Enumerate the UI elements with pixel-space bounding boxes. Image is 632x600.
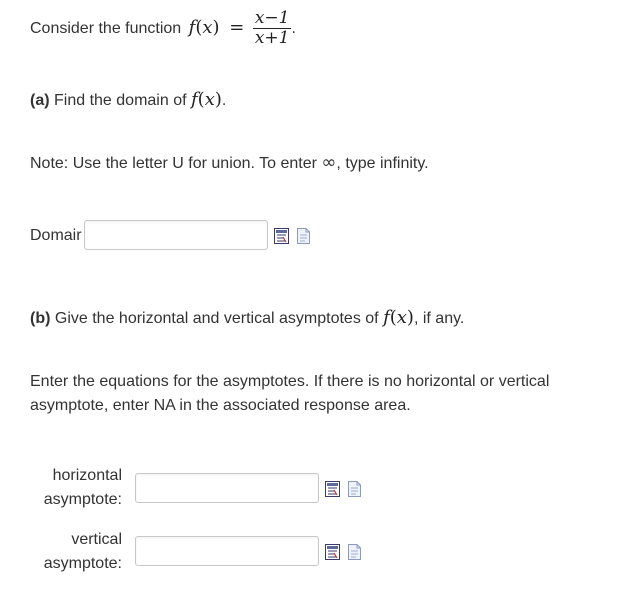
function-statement — [30, 9, 296, 47]
part-b-question — [30, 306, 464, 331]
part-a-question — [30, 88, 226, 113]
function-variable: x — [204, 89, 215, 110]
equation-editor-icon[interactable] — [325, 481, 340, 497]
function-name: f — [383, 307, 390, 328]
help-document-icon[interactable] — [347, 544, 362, 560]
fraction-numerator: x−1 — [254, 8, 290, 29]
part-b-function-notation: f(x) — [383, 307, 414, 328]
function-fraction — [253, 9, 292, 48]
part-b-label: (b) — [30, 310, 51, 327]
domain-label: Domair — [30, 227, 82, 244]
infinity-symbol: ∞ — [321, 152, 337, 173]
part-a-text: Find the domain of — [54, 92, 187, 109]
horizontal-asymptote-input-box[interactable] — [135, 473, 319, 503]
vertical-asymptote-input-box[interactable] — [135, 536, 319, 566]
fraction-denominator: x+1 — [254, 28, 290, 49]
part-b-text: Give the horizontal and vertical asymptotes of — [54, 310, 379, 327]
function-variable: x — [202, 17, 213, 38]
domain-input-box[interactable] — [84, 220, 268, 250]
help-document-icon[interactable] — [347, 481, 362, 497]
horizontal-label-line1: horizontal — [52, 467, 122, 484]
part-a-label: (a) — [30, 92, 50, 109]
part-a-period: . — [221, 92, 227, 109]
equation-editor-icon[interactable] — [274, 228, 289, 244]
instructions-text: Enter the equations for the asymptotes. If there is no horizontal or vertical asymptote, enter NA in the associated response area. — [30, 373, 550, 414]
vertical-label — [30, 528, 122, 576]
part-b-suffix: , if any. — [413, 310, 465, 327]
function-name: f — [191, 89, 198, 110]
function-name: f — [188, 17, 196, 38]
intro-period: . — [291, 20, 296, 37]
horizontal-label — [30, 464, 122, 512]
vertical-label-line1: vertical — [71, 531, 122, 548]
horizontal-label-line2: asymptote: — [43, 491, 122, 508]
function-notation: f(x) — [188, 17, 220, 38]
help-document-icon[interactable] — [296, 228, 311, 244]
function-variable: x — [396, 307, 407, 328]
equation-editor-icon[interactable] — [325, 544, 340, 560]
intro-prefix: Consider the function — [30, 20, 182, 37]
equals-sign: = — [229, 17, 245, 38]
domain-input[interactable] — [85, 221, 267, 249]
note-text — [30, 151, 429, 176]
vertical-label-line2: asymptote: — [43, 555, 122, 572]
note-suffix: , type infinity. — [336, 155, 429, 172]
horizontal-asymptote-input[interactable] — [136, 474, 318, 502]
note-prefix: Note: Use the letter U for union. To enter — [30, 155, 317, 172]
part-a-function-notation: f(x) — [191, 89, 222, 110]
vertical-asymptote-input[interactable] — [136, 537, 318, 565]
